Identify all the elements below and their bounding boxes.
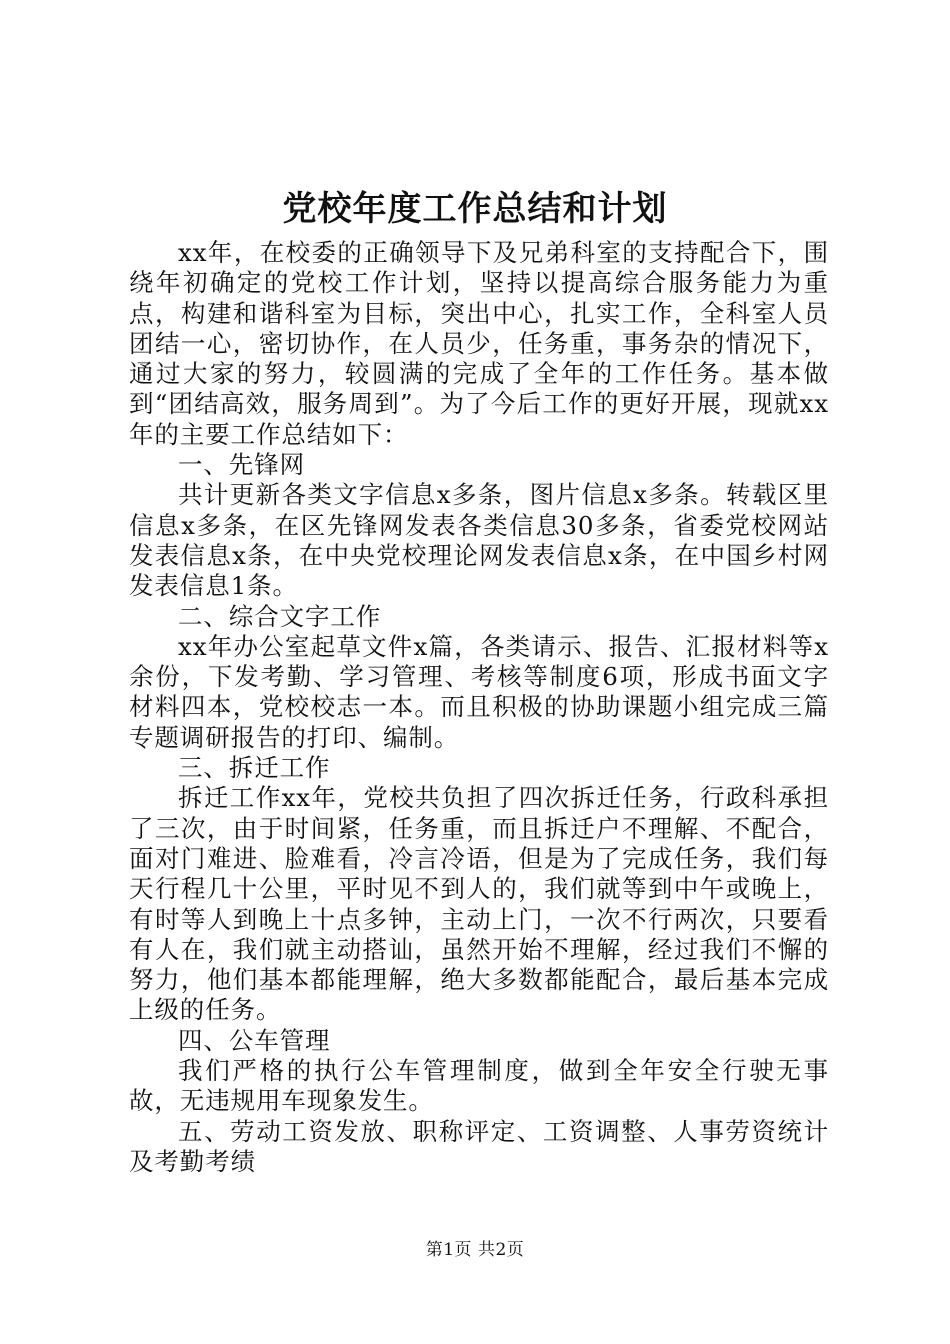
section-heading-vehicle-management: 四、公车管理 [178, 1025, 331, 1055]
section-heading-writing-work: 二、综合文字工作 [178, 601, 382, 631]
page-number-footer: 第1页 共2页 [425, 1240, 525, 1260]
section-heading-wages-and-attendance: 五、劳动工资发放、职称评定、工资调整、人事劳资统计及考勤考绩 [129, 1116, 829, 1176]
document-body [129, 238, 829, 1177]
section-text-demolition-work: 拆迁工作xx年，党校共负担了四次拆迁任务，行政科承担了三次，由于时间紧，任务重，而且拆迁户不理解、不配合，面对门难进、脸难看，冷言冷语，但是为了完成任务，我们每天行程几十公里，平时见不到人的，我们就等到中午或晚上，有时等人到晚上十点多钟，主动上门，一次不行两次，只要看有人在，我们就主动搭讪，虽然开始不理解，经过我们不懈的努力，他们基本都能理解，绝大多数都能配合，最后基本完成上级的任务。 [129, 783, 829, 1025]
intro-paragraph: xx年，在校委的正确领导下及兄弟科室的支持配合下，围绕年初确定的党校工作计划，坚持以提高综合服务能力为重点，构建和谐科室为目标，突出中心，扎实工作，全科室人员团结一心，密切协作，在人员少，任务重，事务杂的情况下，通过大家的努力，较圆满的完成了全年的工作任务。基本做到“团结高效，服务周到”。为了今后工作的更好开展，现就xx年的主要工作总结如下： [129, 238, 829, 449]
section-text-vehicle-management: 我们严格的执行公车管理制度，做到全年安全行驶无事故，无违规用车现象发生。 [129, 1056, 829, 1116]
section-heading-demolition-work: 三、拆迁工作 [178, 753, 331, 783]
section-heading-pioneer-network: 一、先锋网 [178, 450, 305, 480]
document-title: 党校年度工作总结和计划 [282, 189, 668, 229]
section-text-pioneer-network: 共计更新各类文字信息x多条，图片信息x多条。转载区里信息x多条，在区先锋网发表各类信息30多条，省委党校网站发表信息x条，在中央党校理论网发表信息x条，在中国乡村网发表信息1条。 [129, 480, 829, 601]
section-text-writing-work: xx年办公室起草文件x篇，各类请示、报告、汇报材料等x余份，下发考勤、学习管理、考核等制度6项，形成书面文字材料四本，党校校志一本。而且积极的协助课题小组完成三篇专题调研报告的打印、编制。 [129, 631, 829, 752]
